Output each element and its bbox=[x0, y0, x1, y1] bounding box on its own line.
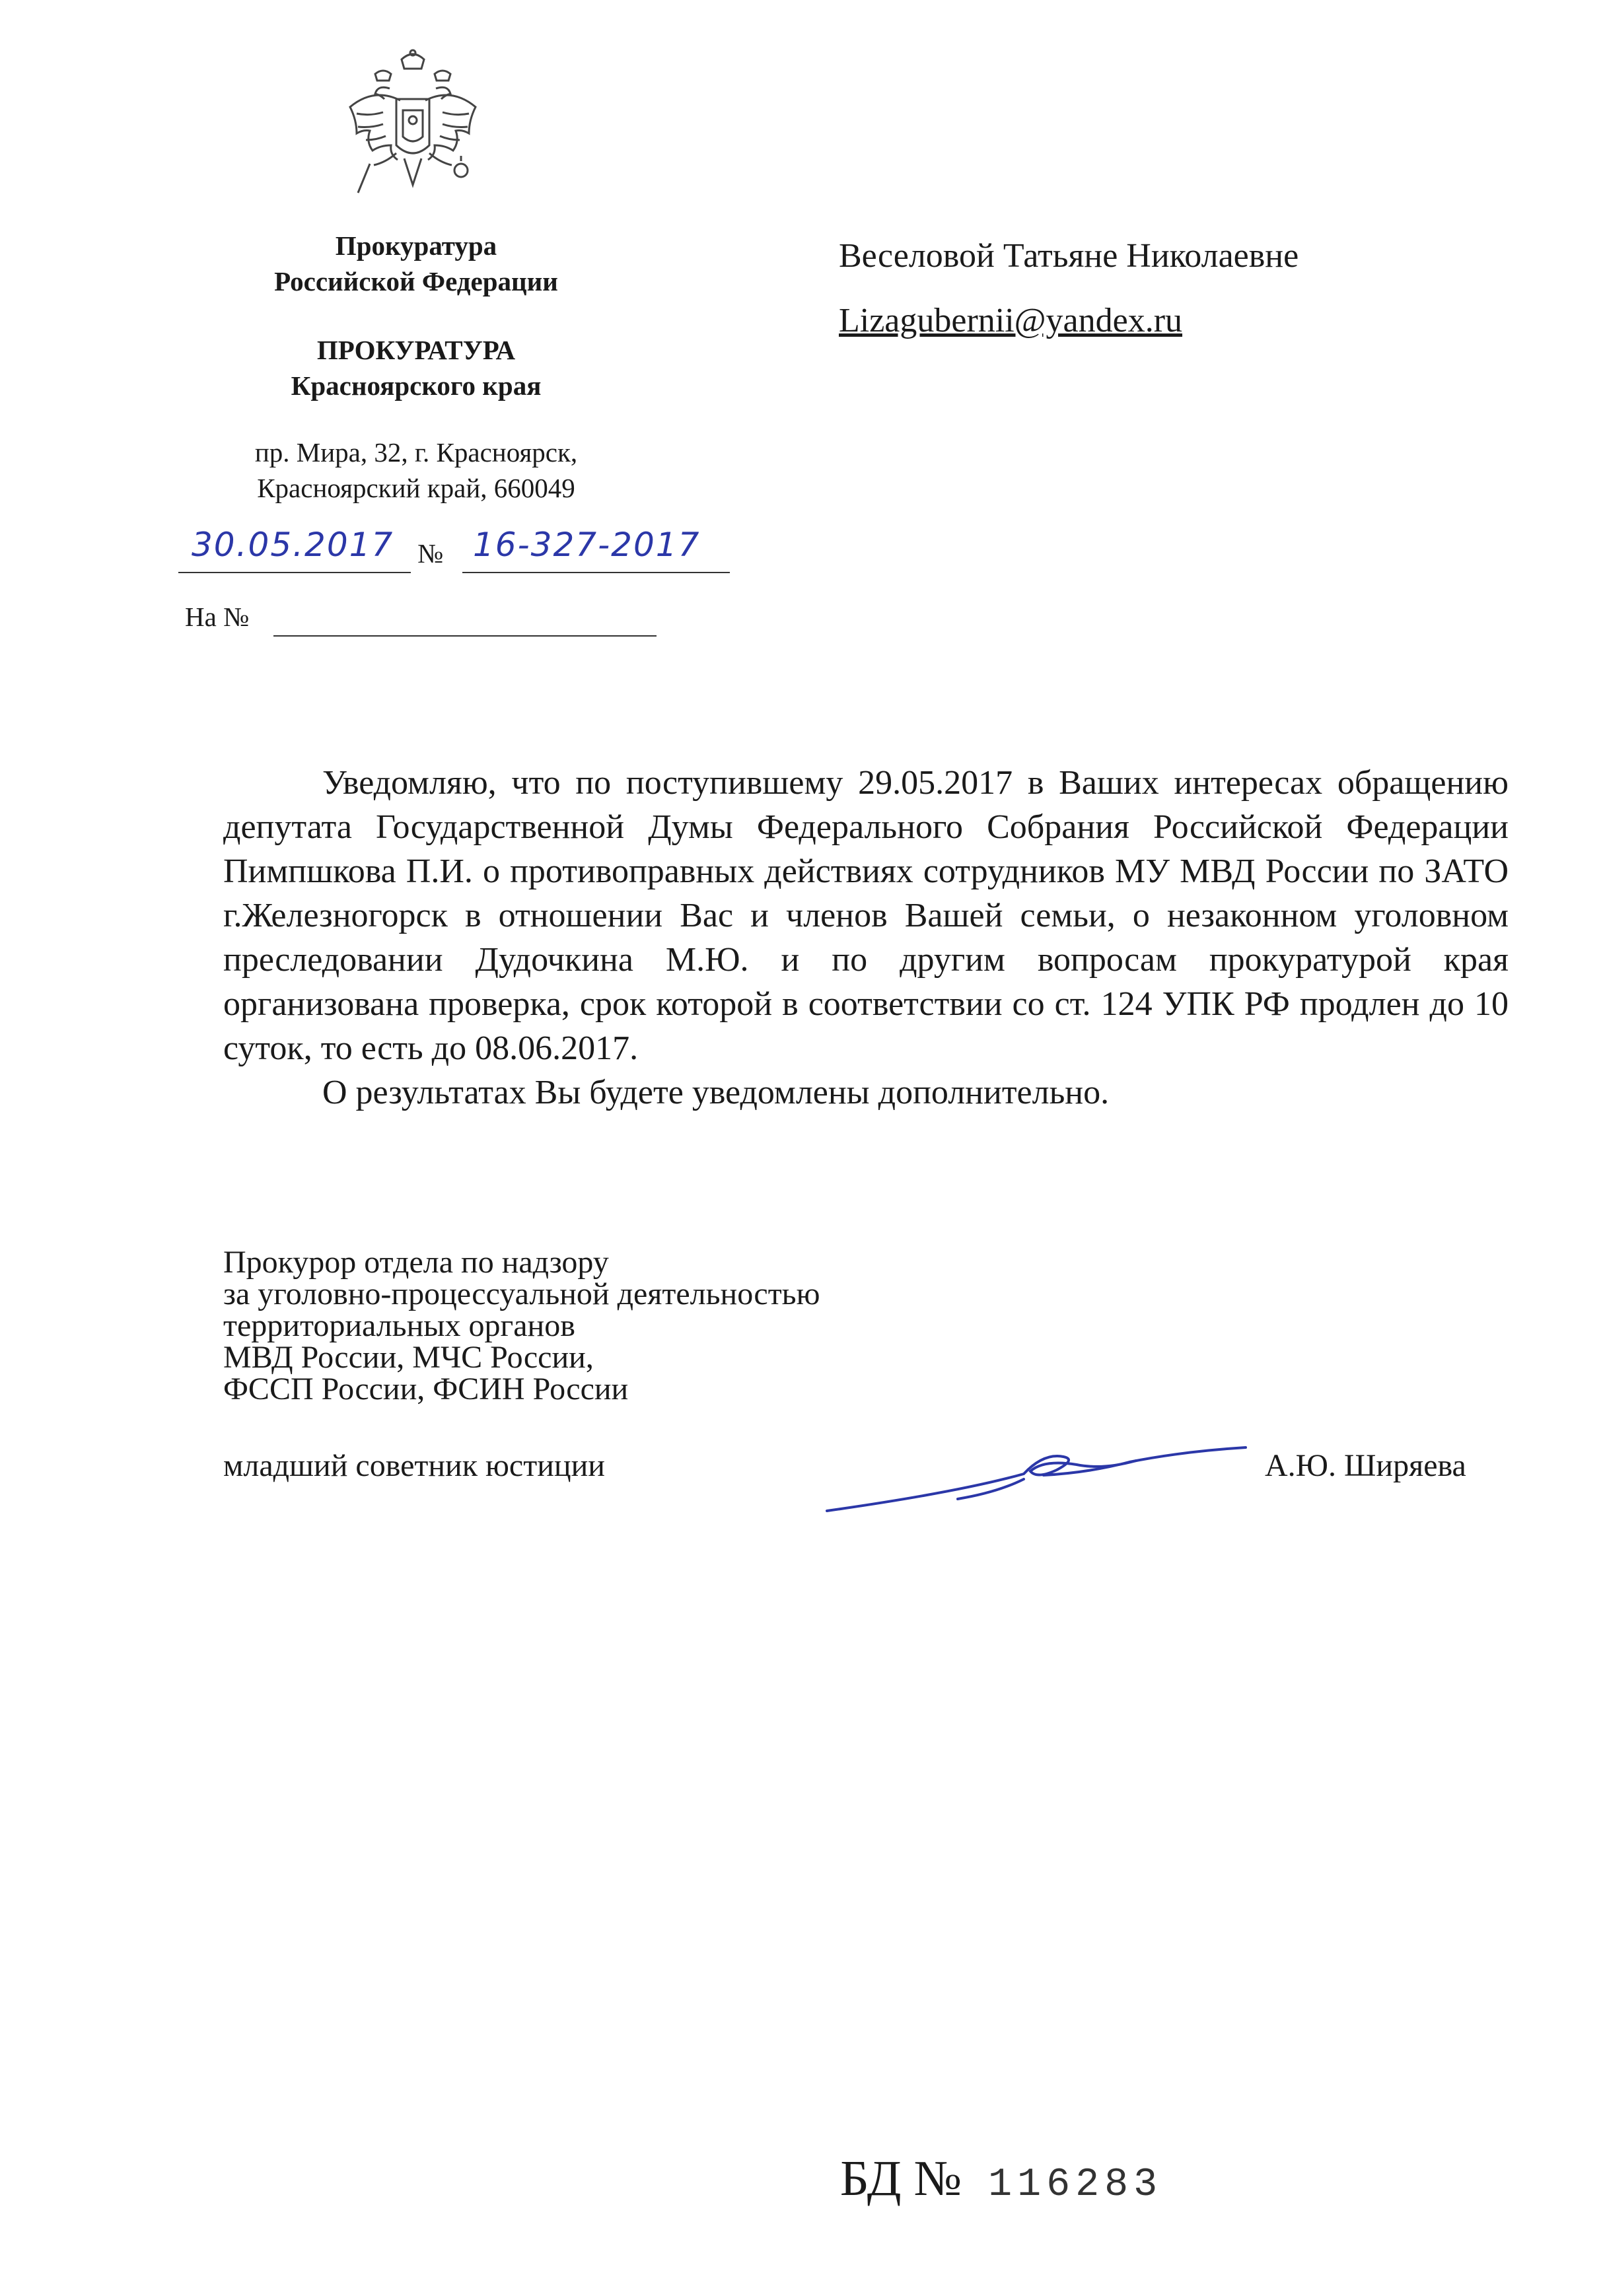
position-line-4: МВД России, МЧС России, bbox=[223, 1340, 594, 1375]
number-underline bbox=[462, 572, 730, 573]
address-line2: Красноярский край, 660049 bbox=[257, 473, 575, 503]
address-line1: пр. Мира, 32, г. Красноярск, bbox=[254, 437, 578, 468]
org-name-line1: Прокуратура bbox=[335, 230, 497, 261]
office-name-line2: Красноярского края bbox=[291, 370, 542, 401]
signatory-name: А.Ю. Ширяева bbox=[1265, 1448, 1466, 1483]
org-name-line2: Российской Федерации bbox=[274, 266, 558, 296]
reply-to-underline bbox=[273, 635, 657, 637]
office-name-line1: ПРОКУРАТУРА bbox=[316, 335, 516, 365]
position-line-2: за уголовно-процессуальной деятельностью bbox=[223, 1276, 820, 1311]
handwritten-date: 30.05.2017 bbox=[192, 526, 394, 564]
position-line-3: территориальных органов bbox=[223, 1308, 575, 1343]
body-paragraph-2: О результатах Вы будете уведомлены дополнительно. bbox=[322, 1074, 1110, 1111]
coat-of-arms-emblem bbox=[343, 48, 482, 206]
recipient-name: Веселовой Татьяне Николаевне bbox=[839, 237, 1299, 275]
handwritten-signature bbox=[826, 1433, 1248, 1519]
signatory-rank: младший советник юстиции bbox=[223, 1448, 605, 1483]
form-series-label: БД № bbox=[840, 2151, 962, 2206]
form-serial bbox=[840, 2150, 1162, 2208]
signatory-position bbox=[223, 1247, 820, 1405]
date-underline bbox=[178, 572, 411, 573]
recipient-email[interactable]: Lizagubernii@yandex.ru bbox=[839, 302, 1183, 339]
number-sign: № bbox=[417, 538, 444, 569]
reply-to-label: На № bbox=[185, 602, 250, 632]
handwritten-reg-number: 16-327-2017 bbox=[473, 526, 701, 564]
body-paragraph-1: Уведомляю, что по поступившему 29.05.2017 в Ваших интересах обращению депутата Государственной Думы Федерального Собрания Российской Федерации Пимпшкова П.И. о противоправных действиях сотрудников МУ МВД России по ЗАТО г.Железногорск в отношении Вас и членов Вашей семьи, о незаконном уголовном преследовании Дудочкина М.Ю. и по другим вопросам прокуратурой края организована проверка, срок которой в соответствии со ст. 124 УПК РФ продлен до 10 суток, то есть до 08.06.2017. bbox=[223, 764, 1509, 1067]
form-serial-number: 116283 bbox=[988, 2163, 1163, 2208]
position-line-1: Прокурор отдела по надзору bbox=[223, 1245, 609, 1280]
letter-body bbox=[223, 761, 1509, 1115]
position-line-5: ФССП России, ФСИН России bbox=[223, 1372, 629, 1407]
